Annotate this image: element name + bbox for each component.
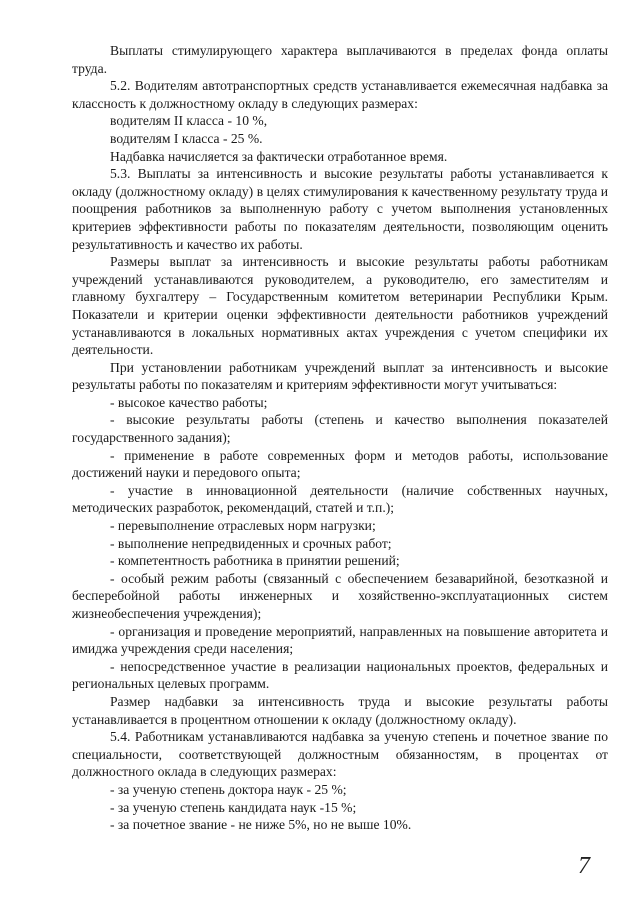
list-item: - участие в инновационной деятельности (наличие собственных научных, методических разработок, рекомендаций, статей и т.п.); xyxy=(72,482,608,516)
document-body xyxy=(72,42,608,834)
list-item: водителям I класса - 25 %. xyxy=(110,130,263,146)
list-item: - за ученую степень кандидата наук -15 %; xyxy=(110,799,357,815)
list-item: - непосредственное участие в реализации национальных проектов, федеральных и региональных целевых программ. xyxy=(72,658,608,692)
paragraph-5-4: 5.4. Работникам устанавливаются надбавка за ученую степень и почетное звание по специальности, соответствующей должностным обязанностям, в процентах от должностного оклада в следующих размерах: xyxy=(72,729,608,780)
paragraph-note: Надбавка начисляется за фактически отработанное время. xyxy=(110,148,448,164)
list-item: - компетентность работника в принятии решений; xyxy=(110,553,400,569)
list-item: - высокое качество работы; xyxy=(110,394,268,410)
list-item: - перевыполнение отраслевых норм нагрузки; xyxy=(110,518,376,534)
list-item: - высокие результаты работы (степень и качество выполнения показателей государственного задания); xyxy=(72,412,608,446)
page-number: 7 xyxy=(578,853,590,879)
list-item: - выполнение непредвиденных и срочных работ; xyxy=(110,535,392,551)
paragraph-sizes: Размеры выплат за интенсивность и высокие результаты работы работникам учреждений устанавливаются руководителем, а руководителю, его заместителям и главному бухгалтеру – Государственным комитетом ветеринарии Республики Крым. Показатели и критерии оценки эффективности деятельности работников учреждений устанавливаются в локальных нормативных актах учреждения с учетом специфики их деятельности. xyxy=(72,254,608,358)
list-item: водителям II класса - 10 %, xyxy=(110,113,268,129)
list-item: - особый режим работы (связанный с обеспечением безаварийной, безотказной и бесперебойной работы инженерных и хозяйственно-эксплуатационных систем жизнеобеспечения учреждения); xyxy=(72,570,608,621)
list-item: - организация и проведение мероприятий, направленных на повышение авторитета и имиджа учреждения среди населения; xyxy=(72,623,608,657)
paragraph-5-2: 5.2. Водителям автотранспортных средств устанавливается ежемесячная надбавка за классность к должностному окладу в следующих размерах: xyxy=(72,78,608,111)
list-item: - за ученую степень доктора наук - 25 %; xyxy=(110,781,347,797)
paragraph-criteria-intro: При установлении работникам учреждений выплат за интенсивность и высокие результаты работы по показателям и критериям эффективности могут учитываться: xyxy=(72,359,608,393)
paragraph-5-3: 5.3. Выплаты за интенсивность и высокие результаты работы устанавливается к окладу (должностному окладу) в целях стимулирования к качественному результату труда и поощрения работников за выполненную работу с учетом выполнения установленных критериев эффективности работы по показателям деятельности, позволяющим оценить результативность и качество их работы. xyxy=(72,166,608,252)
list-item: - применение в работе современных форм и методов работы, использование достижений науки и передового опыта; xyxy=(72,447,608,481)
paragraph-bonus-size: Размер надбавки за интенсивность труда и высокие результаты работы устанавливается в процентном отношении к окладу (должностному окладу). xyxy=(72,693,608,727)
paragraph-intro: Выплаты стимулирующего характера выплачиваются в пределах фонда оплаты труда. xyxy=(72,43,608,76)
list-item: - за почетное звание - не ниже 5%, но не выше 10%. xyxy=(110,817,412,833)
